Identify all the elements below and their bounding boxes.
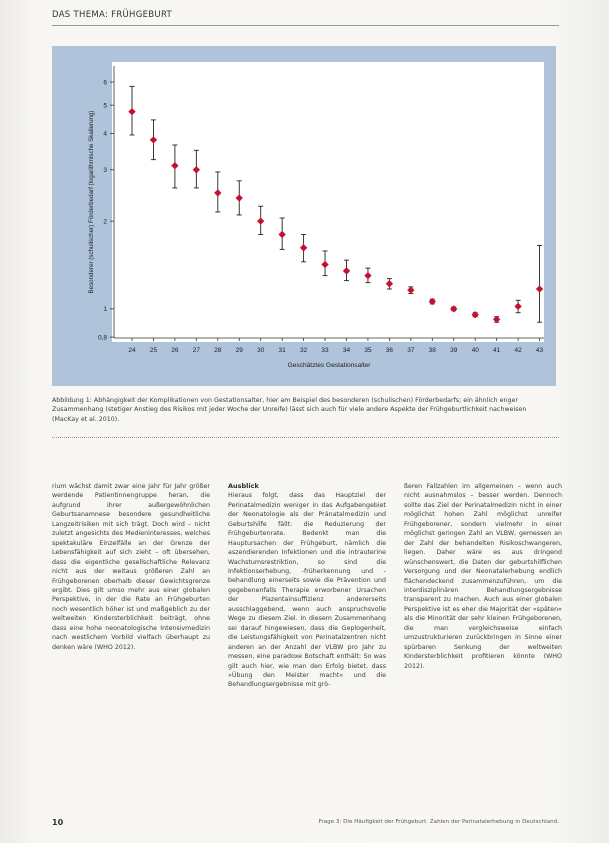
x-tick-label: 42 bbox=[514, 347, 522, 354]
plot-area bbox=[112, 62, 544, 342]
x-tick-label: 24 bbox=[128, 347, 136, 354]
text-column-1 bbox=[52, 482, 210, 652]
y-tick-label: 2 bbox=[103, 218, 107, 226]
y-tick-label: 1 bbox=[103, 306, 107, 314]
y-tick-label: 4 bbox=[103, 130, 107, 138]
x-tick-label: 36 bbox=[385, 347, 394, 354]
x-axis-label: Geschätztes Gestationsalter bbox=[287, 362, 371, 369]
text-column-2 bbox=[228, 482, 386, 690]
x-tick-label: 33 bbox=[321, 347, 329, 354]
x-tick-label: 34 bbox=[342, 347, 351, 354]
x-tick-label: 37 bbox=[407, 347, 415, 354]
x-tick-label: 40 bbox=[471, 347, 479, 354]
section-title: DAS THEMA: FRÜHGEBURT bbox=[52, 10, 173, 20]
gestational-age-chart bbox=[52, 46, 556, 386]
text-column-3 bbox=[404, 482, 562, 671]
y-tick-label: 6 bbox=[103, 79, 107, 87]
x-tick-label: 38 bbox=[428, 347, 436, 354]
x-tick-label: 32 bbox=[299, 347, 308, 354]
footer-text: Frage 3: Die Häufigkeit der Frühgeburt. Zahlen der Perinatalerhebung in Deutschland. bbox=[318, 819, 559, 825]
x-tick-label: 25 bbox=[149, 347, 158, 354]
section-heading-ausblick: Ausblick bbox=[228, 482, 259, 490]
x-tick-label: 43 bbox=[535, 347, 544, 354]
column-2-body: Hieraus folgt, dass das Hauptziel der Perinatalmedizin weniger in das Aufgabengebiet der Neonatologie als der Pränatalmedizin und Geburtshilfe fällt: die Reduzierung der Frühgeburtenrate. Bedenkt man die Hauptursachen der Frühgeburt, nämlich die aszendierenden Infektionen und die intrauterine Wachstumsrestriktion, so sind die Infektionserhebung, -früherkennung und -behandlung einerseits sowie die Prävention und gegebenenfalls Therapie erworbener Ursachen der Plazentainsuffizienz andererseits ausschlaggebend, wenn auch anspruchsvolle Wege zu diesem Ziel. In diesem Zusammenhang sei darauf hingewiesen, dass die Geplogenheit, die Leistungsfähigkeit von Perinatalzentren nicht anderen an der Anzahl der VLBW pro Jahr zu messen, eine paradoxe Botschaft enthält: So was gilt auch hier, wie man den Erfolg bietet, dass »Übung den Meister macht« und die Behandlungsergebnisse mit grö- bbox=[228, 492, 386, 689]
figure-caption: Abbildung 1: Abhängigkeit der Komplikationen von Gestationsalter, hier am Beispiel des besonderen (schulischen) Förderbedarfs; ein ähnlich enger Zusammenhang (stetiger Anstieg des Risikos mit jeder Woche der Unreife) lässt sich auch für viele andere Aspekte der Frühgeburtlichkeit nachweisen (MacKay et al. 2010). bbox=[52, 397, 527, 423]
y-tick-label: 0,8 bbox=[97, 334, 107, 342]
x-tick-label: 28 bbox=[214, 347, 222, 354]
dotted-divider bbox=[52, 437, 559, 438]
y-tick-label: 5 bbox=[103, 102, 107, 110]
figure-panel bbox=[52, 46, 556, 386]
column-3-body: ßeren Fallzahlen im allgemeinen – wenn auch nicht ausnahmslos – besser werden. Dennoch sollte das Ziel der Perinatalmedizin nicht in einer möglichst hohen Zahl möglichst unreifer Frühgeborener, sondern vielmehr in einer möglichst geringen Zahl an VLBW, gemessen an der Zahl der behandelten Risikoschwangeren, liegen. Daher wäre es aus dringend wünschenswert, die Daten der geburtshilflichen Versorgung und der Neonatalerhebung endlich flächendeckend zusammenzuführen, um die interdisziplinären Behandlungsergebnisse transparent zu machen. Auch aus einer globalen Perspektive ist es eher die Majorität der »späten« als die Minorität der sehr kleinen Frühgeborenen, die man vergleichsweise einfach umzustrukturieren zurückbringen in Sinne einer spürbaren Senkung der weltweiten Kindersterblichkeit profitieren könnte (WHO 2012). bbox=[404, 483, 562, 670]
x-tick-label: 35 bbox=[364, 347, 372, 354]
column-1-body: rium wächst damit zwar eine Jahr für Jahr größer werdende Patientinnengruppe heran, die aufgrund ihrer außergewöhnlichen Geburtsanamnese besondere gesundheitliche Langzeitrisiken mit sich trägt. Doch wird – nicht zuletzt angesichts des Medieninteresses, welches spektakuläre Einzelfälle an der Grenze der Lebensfähigkeit auf sich zieht – oft übersehen, dass die eigentliche gesellschaftliche Relevanz nicht aus der weitaus größeren Zahl an Frühgeborenen oberhalb dieser Gewichtsgrenze ergibt. Dies gilt umso mehr aus einer globalen Perspektive, in der die Rate an Frühgeburten noch wesentlich höher ist und maßgeblich zu der weltweiten Kindersterblichkeit beiträgt, ohne dass eine hohe neonatologische Intensivmedizin nach westlichem Vorbild vielfach überhaupt zu denken wäre (WHO 2012). bbox=[52, 483, 210, 651]
x-tick-label: 39 bbox=[450, 347, 458, 354]
x-tick-label: 30 bbox=[257, 347, 265, 354]
page-number: 10 bbox=[52, 818, 64, 827]
x-tick-label: 29 bbox=[235, 347, 243, 354]
x-tick-label: 41 bbox=[493, 347, 501, 354]
x-tick-label: 31 bbox=[278, 347, 286, 354]
x-tick-label: 27 bbox=[192, 347, 200, 354]
y-tick-label: 3 bbox=[103, 167, 107, 175]
x-tick-label: 26 bbox=[171, 347, 179, 354]
header-divider bbox=[52, 25, 559, 26]
y-axis-label: Besonderer (schulischer) Förderbedarf (logarithmische Skalierung) bbox=[88, 110, 95, 294]
